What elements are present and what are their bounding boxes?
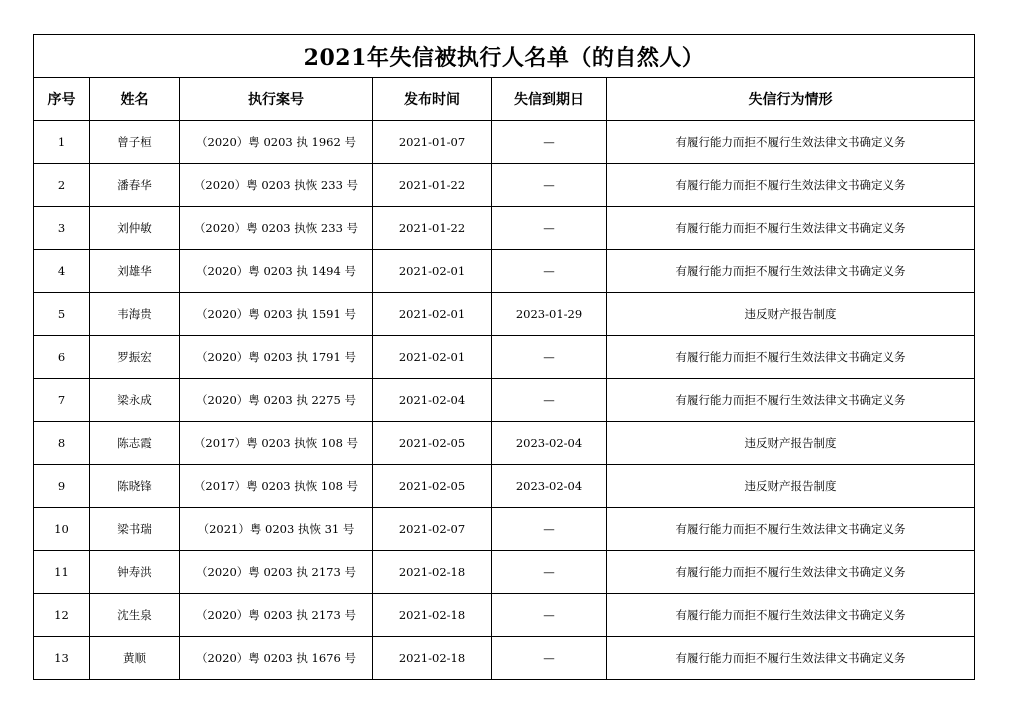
cell-behavior: 有履行能力而拒不履行生效法律文书确定义务 <box>607 207 975 250</box>
header-index: 序号 <box>34 78 90 121</box>
cell-expiry-date: — <box>492 121 607 164</box>
cell-index: 9 <box>34 465 90 508</box>
cell-case-no: （2020）粤 0203 执 1676 号 <box>180 637 373 680</box>
cell-publish-date: 2021-02-05 <box>373 465 492 508</box>
table-body <box>34 121 975 680</box>
table-row <box>34 551 975 594</box>
table-row <box>34 121 975 164</box>
header-publish-date: 发布时间 <box>373 78 492 121</box>
cell-index: 10 <box>34 508 90 551</box>
header-name: 姓名 <box>90 78 180 121</box>
cell-expiry-date: — <box>492 207 607 250</box>
cell-expiry-date: — <box>492 508 607 551</box>
cell-index: 13 <box>34 637 90 680</box>
cell-name: 陈晓锋 <box>90 465 180 508</box>
header-case-no: 执行案号 <box>180 78 373 121</box>
cell-name: 韦海贵 <box>90 293 180 336</box>
cell-expiry-date: 2023-02-04 <box>492 465 607 508</box>
title-row <box>34 35 975 78</box>
cell-case-no: （2020）粤 0203 执 1962 号 <box>180 121 373 164</box>
cell-name: 刘雄华 <box>90 250 180 293</box>
cell-expiry-date: — <box>492 551 607 594</box>
cell-index: 8 <box>34 422 90 465</box>
table-row <box>34 293 975 336</box>
table-row <box>34 508 975 551</box>
cell-name: 黄顺 <box>90 637 180 680</box>
cell-index: 7 <box>34 379 90 422</box>
table-row <box>34 250 975 293</box>
cell-behavior: 有履行能力而拒不履行生效法律文书确定义务 <box>607 250 975 293</box>
cell-publish-date: 2021-02-05 <box>373 422 492 465</box>
header-expiry-date: 失信到期日 <box>492 78 607 121</box>
cell-index: 11 <box>34 551 90 594</box>
cell-case-no: （2021）粤 0203 执恢 31 号 <box>180 508 373 551</box>
table-row <box>34 465 975 508</box>
cell-expiry-date: — <box>492 164 607 207</box>
cell-name: 潘春华 <box>90 164 180 207</box>
cell-behavior: 有履行能力而拒不履行生效法律文书确定义务 <box>607 121 975 164</box>
cell-case-no: （2020）粤 0203 执 1791 号 <box>180 336 373 379</box>
header-row <box>34 78 975 121</box>
cell-expiry-date: 2023-02-04 <box>492 422 607 465</box>
cell-index: 3 <box>34 207 90 250</box>
table-row <box>34 422 975 465</box>
cell-case-no: （2020）粤 0203 执 2173 号 <box>180 551 373 594</box>
cell-behavior: 有履行能力而拒不履行生效法律文书确定义务 <box>607 637 975 680</box>
cell-behavior: 违反财产报告制度 <box>607 422 975 465</box>
cell-behavior: 违反财产报告制度 <box>607 293 975 336</box>
cell-behavior: 有履行能力而拒不履行生效法律文书确定义务 <box>607 594 975 637</box>
cell-behavior: 有履行能力而拒不履行生效法律文书确定义务 <box>607 508 975 551</box>
cell-name: 刘仲敏 <box>90 207 180 250</box>
cell-expiry-date: — <box>492 637 607 680</box>
blacklist-table <box>33 34 975 680</box>
cell-case-no: （2020）粤 0203 执 2173 号 <box>180 594 373 637</box>
cell-behavior: 有履行能力而拒不履行生效法律文书确定义务 <box>607 379 975 422</box>
cell-expiry-date: 2023-01-29 <box>492 293 607 336</box>
cell-index: 4 <box>34 250 90 293</box>
cell-index: 1 <box>34 121 90 164</box>
cell-publish-date: 2021-02-07 <box>373 508 492 551</box>
cell-case-no: （2017）粤 0203 执恢 108 号 <box>180 422 373 465</box>
cell-name: 陈志霞 <box>90 422 180 465</box>
cell-case-no: （2020）粤 0203 执恢 233 号 <box>180 207 373 250</box>
cell-index: 6 <box>34 336 90 379</box>
cell-name: 罗振宏 <box>90 336 180 379</box>
cell-index: 5 <box>34 293 90 336</box>
cell-name: 沈生泉 <box>90 594 180 637</box>
cell-index: 12 <box>34 594 90 637</box>
cell-case-no: （2020）粤 0203 执 1591 号 <box>180 293 373 336</box>
cell-publish-date: 2021-01-22 <box>373 164 492 207</box>
cell-name: 曾子桓 <box>90 121 180 164</box>
cell-expiry-date: — <box>492 594 607 637</box>
cell-behavior: 有履行能力而拒不履行生效法律文书确定义务 <box>607 551 975 594</box>
cell-name: 梁书瑞 <box>90 508 180 551</box>
cell-publish-date: 2021-02-01 <box>373 336 492 379</box>
table-row <box>34 637 975 680</box>
cell-expiry-date: — <box>492 336 607 379</box>
cell-publish-date: 2021-02-01 <box>373 250 492 293</box>
cell-publish-date: 2021-01-07 <box>373 121 492 164</box>
cell-case-no: （2017）粤 0203 执恢 108 号 <box>180 465 373 508</box>
cell-index: 2 <box>34 164 90 207</box>
cell-publish-date: 2021-02-18 <box>373 637 492 680</box>
cell-behavior: 违反财产报告制度 <box>607 465 975 508</box>
table-row <box>34 594 975 637</box>
cell-case-no: （2020）粤 0203 执 2275 号 <box>180 379 373 422</box>
header-behavior: 失信行为情形 <box>607 78 975 121</box>
cell-publish-date: 2021-02-04 <box>373 379 492 422</box>
cell-name: 梁永成 <box>90 379 180 422</box>
table-row <box>34 164 975 207</box>
cell-name: 钟寿洪 <box>90 551 180 594</box>
cell-publish-date: 2021-02-01 <box>373 293 492 336</box>
cell-publish-date: 2021-01-22 <box>373 207 492 250</box>
table-row <box>34 207 975 250</box>
table-row <box>34 379 975 422</box>
cell-behavior: 有履行能力而拒不履行生效法律文书确定义务 <box>607 164 975 207</box>
cell-publish-date: 2021-02-18 <box>373 551 492 594</box>
cell-behavior: 有履行能力而拒不履行生效法律文书确定义务 <box>607 336 975 379</box>
table-row <box>34 336 975 379</box>
cell-case-no: （2020）粤 0203 执 1494 号 <box>180 250 373 293</box>
cell-expiry-date: — <box>492 379 607 422</box>
document-sheet <box>33 34 974 680</box>
cell-publish-date: 2021-02-18 <box>373 594 492 637</box>
cell-case-no: （2020）粤 0203 执恢 233 号 <box>180 164 373 207</box>
cell-expiry-date: — <box>492 250 607 293</box>
document-title: 2021年失信被执行人名单（的自然人） <box>34 35 975 78</box>
